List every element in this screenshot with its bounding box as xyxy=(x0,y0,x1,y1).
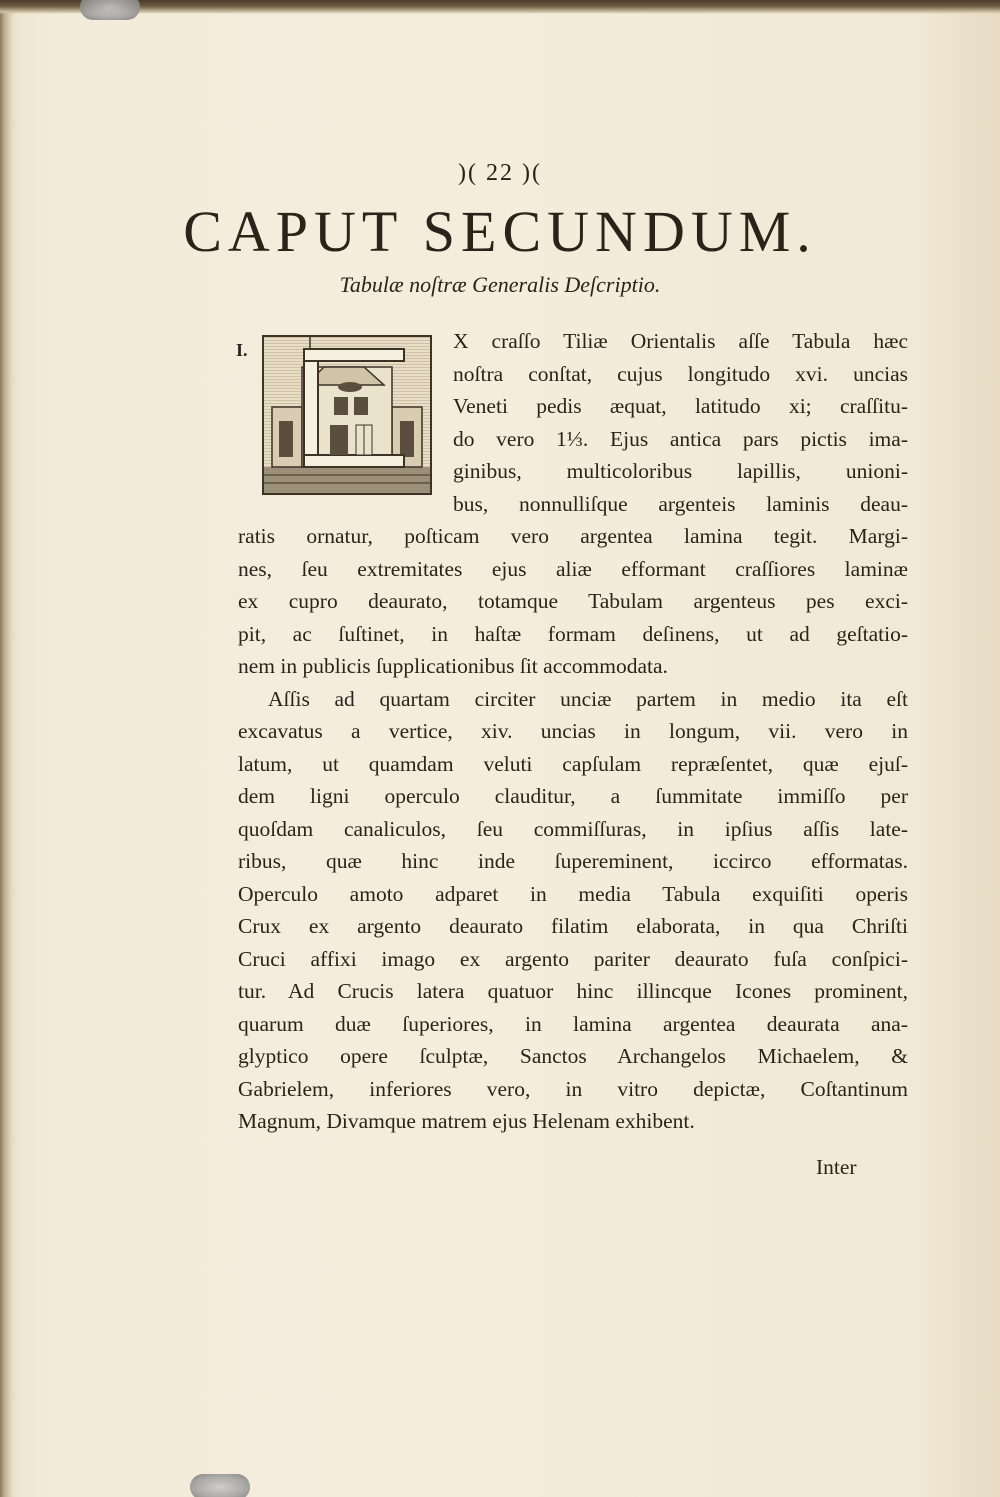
body-text xyxy=(238,325,908,1138)
text-line: do vero 1⅓. Ejus antica pars pictis ima- xyxy=(453,426,908,451)
text-line: noſtra conſtat, cujus longitudo xvi. uncias xyxy=(453,361,908,386)
page-clip-top xyxy=(80,0,140,20)
text-line: latum, ut quamdam veluti capſulam repræſentet, quæ ejuſ- xyxy=(238,751,908,776)
text-line: Crux ex argento deaurato filatim elaborata, in qua Chriſti xyxy=(238,914,908,938)
text-line: bus, nonnulliſque argenteis laminis deau- xyxy=(453,491,908,516)
text-line: excavatus a vertice, xiv. uncias in longum, vii. vero in xyxy=(238,719,908,743)
text-line: ribus, quæ hinc inde ſupereminent, iccirco efformatas. xyxy=(238,849,908,873)
text-line: tur. Ad Crucis latera quatuor hinc illincque Icones prominent, xyxy=(238,979,908,1003)
text-line: X craſſo Tiliæ Orientalis aſſe Tabula hæc xyxy=(453,329,908,353)
text-line: Magnum, Divamque matrem ejus Helenam exhibent. xyxy=(238,1109,695,1133)
text-line: Aſſis ad quartam circiter unciæ partem in medio ita eſt xyxy=(268,686,908,711)
text-line: ratis ornatur, poſticam vero argentea lamina tegit. Margi- xyxy=(238,524,908,548)
text-line: ex cupro deaurato, totamque Tabulam argenteus pes exci- xyxy=(238,589,908,613)
chapter-subtitle: Tabulæ noſtræ Generalis Deſcriptio. xyxy=(339,272,661,297)
paragraph-number: I. xyxy=(236,340,248,360)
text-line: nem in publicis ſupplicationibus ſit accommodata. xyxy=(238,654,668,678)
page-number-header: )( 22 )( xyxy=(458,160,542,186)
text-line: Gabrielem, inferiores vero, in vitro depictæ, Coſtantinum xyxy=(238,1076,908,1101)
catchword: Inter xyxy=(816,1155,857,1179)
text-line: nes, ſeu extremitates ejus aliæ efformant craſſiores laminæ xyxy=(238,556,908,581)
text-line: quarum duæ ſuperiores, in lamina argentea deaurata ana- xyxy=(238,1011,908,1036)
text-line: dem ligni operculo clauditur, a ſummitate immiſſo per xyxy=(238,784,908,808)
text-line: glyptico opere ſculptæ, Sanctos Archangelos Michaelem, & xyxy=(238,1044,908,1068)
page-clip-bottom xyxy=(190,1474,250,1497)
text-line: quoſdam canaliculos, ſeu commiſſuras, in ipſius aſſis late- xyxy=(238,816,908,841)
text-line: ginibus, multicoloribus lapillis, unioni- xyxy=(453,459,908,483)
text-line: Cruci affixi imago ex argento pariter deaurato fuſa conſpici- xyxy=(238,946,908,971)
text-line: Veneti pedis æquat, latitudo xi; craſſitu- xyxy=(453,394,908,418)
top-edge xyxy=(0,0,1000,14)
chapter-title: CAPUT SECUNDUM. xyxy=(183,199,817,264)
text-line: pit, ac ſuſtinet, in haſtæ formam deſinens, ut ad geſtatio- xyxy=(238,621,908,646)
text-line: Operculo amoto adparet in media Tabula exquiſiti operis xyxy=(238,881,908,906)
